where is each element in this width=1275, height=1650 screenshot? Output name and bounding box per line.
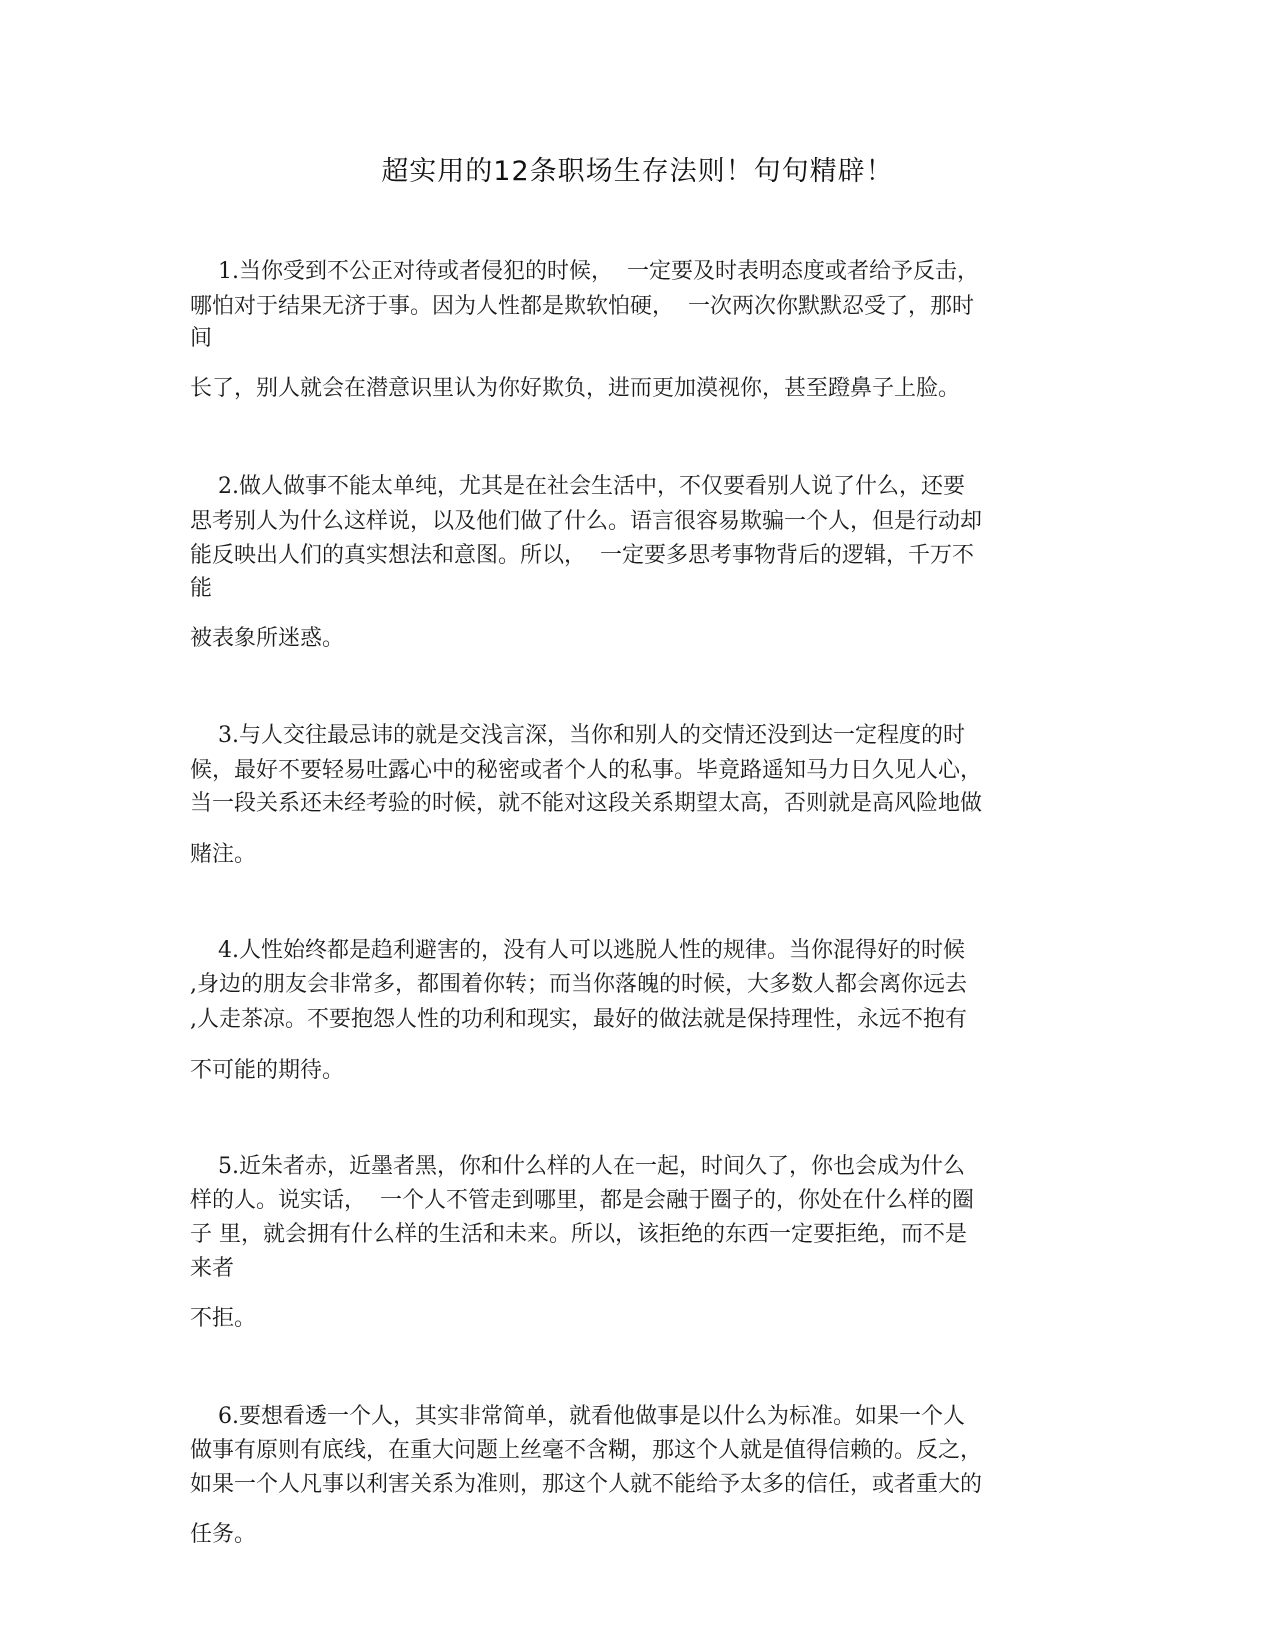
paragraph-5-line-3: 子 里，就会拥有什么样的生活和未来。所以，该拒绝的东西一定要拒绝，而不是 <box>190 1222 967 1247</box>
paragraph-5-line-5: 不拒。 <box>190 1306 257 1331</box>
paragraph-1-line-1: 1.当你受到不公正对待或者侵犯的时候， 一定要及时表明态度或者给予反击， <box>190 259 979 284</box>
paragraph-1-line-2: 哪怕对于结果无济于事。因为人性都是欺软怕硬， 一次两次你默默忍受了，那时 <box>190 294 974 319</box>
paragraph-3-line-3: 当一段关系还未经考验的时候，就不能对这段关系期望太高，否则就是高风险地做 <box>190 791 983 816</box>
paragraph-2-line-2: 思考别人为什么这样说，以及他们做了什么。语言很容易欺骗一个人，但是行动却 <box>190 509 983 534</box>
paragraph-4-line-4: 不可能的期待。 <box>190 1058 345 1083</box>
paragraph-5-line-4: 来者 <box>190 1256 235 1281</box>
document-title: 超实用的12条职场生存法则！句句精辟！ <box>381 156 894 187</box>
paragraph-6-line-4: 任务。 <box>190 1522 257 1547</box>
paragraph-4-line-1: 4.人性始终都是趋利避害的，没有人可以逃脱人性的规律。当你混得好的时候 <box>190 938 965 963</box>
paragraph-2-line-4: 能 <box>190 576 213 601</box>
paragraph-2-line-5: 被表象所迷惑。 <box>190 626 345 651</box>
paragraph-1-line-3: 间 <box>190 326 213 351</box>
paragraph-5-line-2: 样的人。说实话， 一个人不管走到哪里，都是会融于圈子的，你处在什么样的圈 <box>190 1188 974 1213</box>
paragraph-4-line-3: ,人走茶凉。不要抱怨人性的功利和现实，最好的做法就是保持理性，永远不抱有 <box>190 1007 967 1032</box>
paragraph-6-line-3: 如果一个人凡事以利害关系为准则，那这个人就不能给予太多的信任，或者重大的 <box>190 1472 983 1497</box>
paragraph-3-line-4: 赌注。 <box>190 842 257 867</box>
paragraph-5-line-1: 5.近朱者赤，近墨者黑，你和什么样的人在一起，时间久了，你也会成为什么 <box>190 1154 965 1179</box>
paragraph-4-line-2: ,身边的朋友会非常多，都围着你转；而当你落魄的时候，大多数人都会离你远去 <box>190 972 967 997</box>
paragraph-6-line-2: 做事有原则有底线，在重大问题上丝毫不含糊，那这个人就是值得信赖的。反之， <box>190 1438 983 1463</box>
paragraph-1-line-4: 长了，别人就会在潜意识里认为你好欺负，进而更加漠视你，甚至蹬鼻子上脸。 <box>190 376 961 401</box>
paragraph-2-line-3: 能反映出人们的真实想法和意图。所以， 一定要多思考事物背后的逻辑，千万不 <box>190 543 974 568</box>
paragraph-6-line-1: 6.要想看透一个人，其实非常简单，就看他做事是以什么为标准。如果一个人 <box>190 1404 965 1429</box>
paragraph-2-line-1: 2.做人做事不能太单纯，尤其是在社会生活中，不仅要看别人说了什么，还要 <box>190 474 965 499</box>
paragraph-3-line-1: 3.与人交往最忌讳的就是交浅言深，当你和别人的交情还没到达一定程度的时 <box>190 723 965 748</box>
paragraph-3-line-2: 候，最好不要轻易吐露心中的秘密或者个人的私事。毕竟路遥知马力日久见人心， <box>190 758 983 783</box>
